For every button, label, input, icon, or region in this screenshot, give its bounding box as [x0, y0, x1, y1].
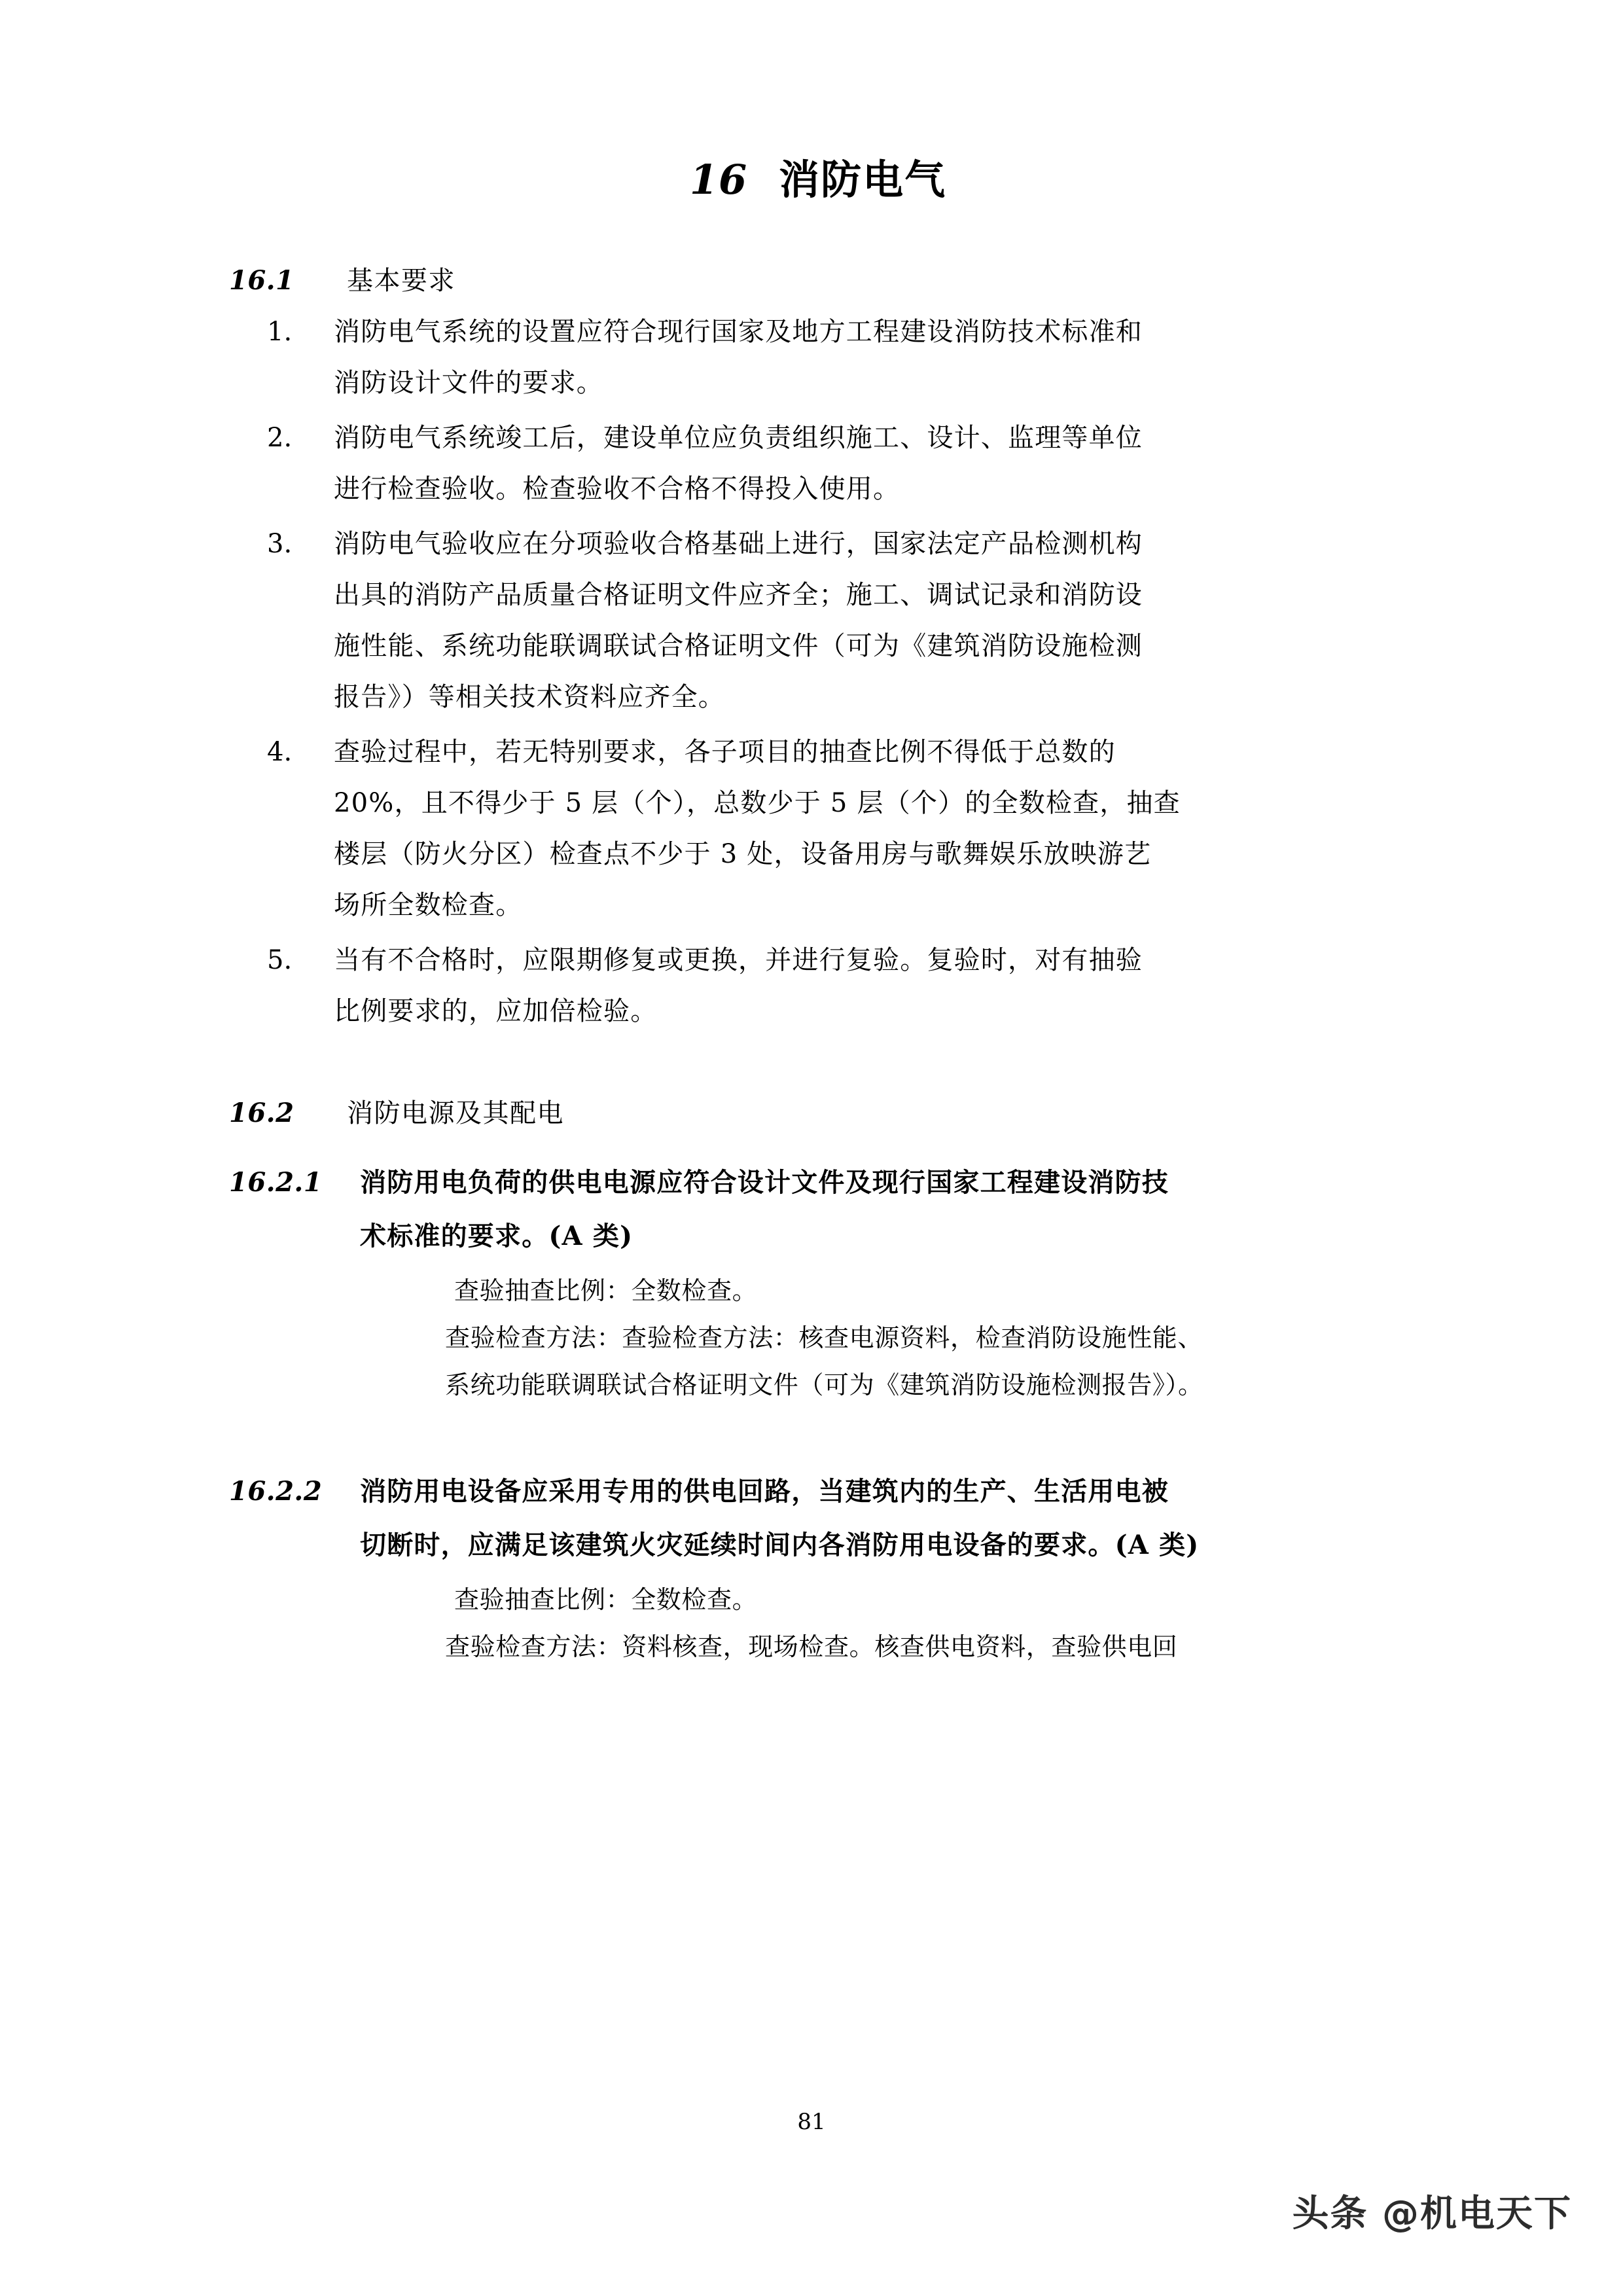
clause-body	[360, 1156, 1407, 1263]
list-item-body	[334, 518, 1407, 723]
clause-16-2-2	[229, 1465, 1407, 1670]
text-line: 施性能、系统功能联调联试合格证明文件（可为《建筑消防设施检测	[334, 631, 1143, 662]
text-line: 报告》）等相关技术资料应齐全。	[334, 682, 725, 713]
list-item-body	[334, 726, 1407, 931]
list-item-marker: 5.	[267, 945, 293, 976]
text-line: 消防电气系统竣工后，建设单位应负责组织施工、设计、监理等单位	[334, 423, 1143, 454]
clause-details	[445, 1576, 1407, 1670]
list-item-marker: 2.	[267, 423, 293, 454]
text-line: 查验检查方法：资料核查，现场检查。核查供电资料，查验供电回	[445, 1632, 1178, 1662]
text-line: 消防电气验收应在分项验收合格基础上进行，国家法定产品检测机构	[334, 529, 1143, 560]
text-line: 当有不合格时，应限期修复或更换，并进行复验。复验时，对有抽验	[334, 945, 1143, 976]
text-line: 查验抽查比例：全数检查。	[454, 1585, 758, 1615]
list-item-body	[334, 306, 1407, 408]
text-line: 查验抽查比例：全数检查。	[454, 1276, 758, 1306]
list-item	[229, 935, 1407, 1037]
text-line: 查验检查方法：查验检查方法：核查电源资料，检查消防设施性能、	[445, 1323, 1204, 1353]
text-line: 术标准的要求。(A 类)	[360, 1221, 633, 1252]
text-line: 消防电气系统的设置应符合现行国家及地方工程建设消防技术标准和	[334, 317, 1143, 348]
clause-16-2-1	[229, 1156, 1407, 1408]
clause-number: 16.2.2	[229, 1476, 323, 1507]
text-line: 比例要求的，应加倍检验。	[334, 996, 658, 1027]
list-item-marker: 3.	[267, 529, 293, 560]
basic-requirements-list	[229, 306, 1407, 1037]
text-line: 消防用电负荷的供电电源应符合设计文件及现行国家工程建设消防技	[360, 1167, 1169, 1198]
section-title: 基本要求	[347, 266, 455, 296]
clause-heading	[229, 1156, 1407, 1263]
section-title: 消防电源及其配电	[347, 1098, 564, 1129]
page-content	[229, 137, 1407, 1670]
text-line: 切断时，应满足该建筑火灾延续时间内各消防用电设备的要求。(A 类)	[360, 1530, 1200, 1561]
list-item-marker: 4.	[267, 737, 293, 768]
list-item	[229, 518, 1407, 723]
section-number: 16.2	[229, 1098, 294, 1129]
list-item	[229, 412, 1407, 514]
clause-details	[445, 1267, 1407, 1408]
list-item-marker: 1.	[267, 317, 293, 348]
chapter-number: 16	[689, 156, 748, 204]
section-heading-16-1	[229, 264, 1407, 297]
text-line: 出具的消防产品质量合格证明文件应齐全；施工、调试记录和消防设	[334, 580, 1143, 611]
page-number: 81	[797, 2109, 826, 2135]
section-heading-16-2	[229, 1097, 1407, 1130]
text-line: 20%，且不得少于 5 层（个），总数少于 5 层（个）的全数检查，抽查	[334, 788, 1181, 819]
chapter-title-text: 消防电气	[779, 156, 947, 204]
text-line: 场所全数检查。	[334, 890, 523, 921]
text-line: 系统功能联调联试合格证明文件（可为《建筑消防设施检测报告》）。	[445, 1371, 1204, 1400]
text-line: 查验过程中，若无特别要求，各子项目的抽查比例不得低于总数的	[334, 737, 1116, 768]
clause-body	[360, 1465, 1407, 1572]
text-line: 消防设计文件的要求。	[334, 368, 603, 399]
list-item-body	[334, 935, 1407, 1037]
section-number: 16.1	[229, 265, 294, 296]
list-item	[229, 306, 1407, 408]
watermark: 头条 @机电天下	[1292, 2193, 1572, 2235]
text-line: 消防用电设备应采用专用的供电回路，当建筑内的生产、生活用电被	[360, 1476, 1169, 1507]
list-item	[229, 726, 1407, 931]
page-title	[229, 137, 1407, 204]
text-line: 进行检查验收。检查验收不合格不得投入使用。	[334, 474, 901, 505]
list-item-body	[334, 412, 1407, 514]
text-line: 楼层（防火分区）检查点不少于 3 处，设备用房与歌舞娱乐放映游艺	[334, 839, 1152, 870]
clause-heading	[229, 1465, 1407, 1572]
clause-number: 16.2.1	[229, 1167, 323, 1198]
